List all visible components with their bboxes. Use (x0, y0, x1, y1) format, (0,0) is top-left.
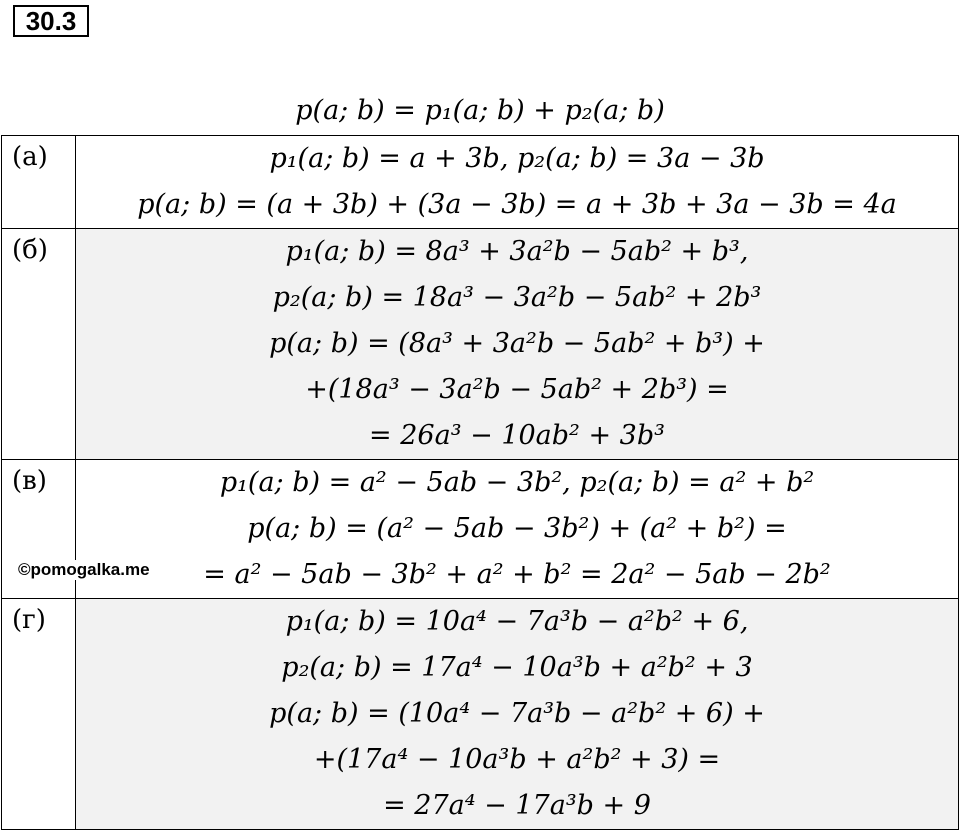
part-v-label: (в) (2, 460, 76, 599)
solution-table (1, 135, 959, 830)
part-a-line: p(a; b) = (a + 3b) + (3a − 3b) = a + 3b + 3a − 3b = 4a (137, 189, 897, 220)
part-b-row (2, 229, 959, 460)
part-b-body (76, 229, 959, 460)
part-a-body (76, 136, 959, 229)
part-g-line: +(17a⁴ − 10a³b + a²b² + 3) = (313, 744, 721, 775)
part-b-line: = 26a³ − 10ab² + 3b³ (369, 420, 665, 451)
part-v-line: p₁(a; b) = a² − 5ab − 3b², p₂(a; b) = a² + b² (219, 467, 815, 498)
part-g-row (2, 599, 959, 830)
part-a-row (2, 136, 959, 229)
part-b-line: p(a; b) = (8a³ + 3a²b − 5ab² + b³) + (269, 328, 765, 359)
part-b-line: p₁(a; b) = 8a³ + 3a²b − 5ab² + b³, (285, 236, 749, 267)
problem-number: 30.3 (13, 5, 89, 37)
part-g-label: (г) (2, 599, 76, 830)
part-g-line: p₂(a; b) = 17a⁴ − 10a³b + a²b² + 3 (281, 652, 753, 683)
part-g-line: = 27a⁴ − 17a³b + 9 (383, 790, 651, 821)
part-g-line: p(a; b) = (10a⁴ − 7a³b − a²b² + 6) + (269, 698, 765, 729)
part-b-line: +(18a³ − 3a²b − 5ab² + 2b³) = (305, 374, 729, 405)
part-b-label: (б) (2, 229, 76, 460)
part-a-label: (а) (2, 136, 76, 229)
part-v-body (76, 460, 959, 599)
part-g-line: p₁(a; b) = 10a⁴ − 7a³b − a²b² + 6, (285, 606, 749, 637)
part-b-line: p₂(a; b) = 18a³ − 3a²b − 5ab² + 2b³ (272, 282, 762, 313)
part-a-line: p₁(a; b) = a + 3b, p₂(a; b) = 3a − 3b (269, 143, 765, 174)
part-v-line: = a² − 5ab − 3b² + a² + b² = 2a² − 5ab − 2b² (203, 559, 831, 590)
part-g-body (76, 599, 959, 830)
part-v-line: p(a; b) = (a² − 5ab − 3b²) + (a² + b²) = (247, 513, 787, 544)
top-formula: p(a; b) = p₁(a; b) + p₂(a; b) (295, 95, 665, 126)
watermark: ©pomogalka.me (18, 560, 150, 579)
